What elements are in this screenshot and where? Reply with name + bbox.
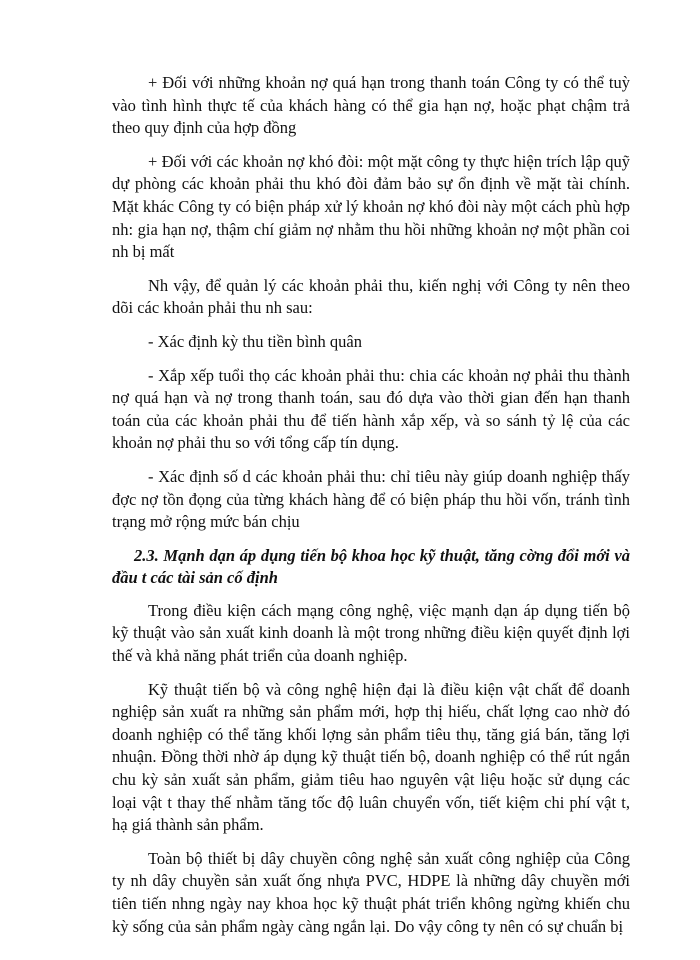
paragraph-bad-debts: + Đối với các khoản nợ khó đòi: một mặt công ty thực hiện trích lập quỹ dự phòng các khoản phải thu khó đòi đảm bảo sự ổn định về mặt tài chính. Mặt khác Công ty có biện pháp xử lý khoản nợ khó đòi này một cách phù hợp nh: gia hạn nợ, thậm chí giảm nợ nhằm thu hồi những khoản nợ một phần coi nh bị mất — [112, 151, 630, 262]
document-body — [112, 72, 630, 949]
paragraph-technology-benefits: Kỹ thuật tiến bộ và công nghệ hiện đại là điều kiện vật chất để doanh nghiệp sản xuất ra những sản phẩm mới, hợp thị hiếu, chất lợng cao nhờ đó doanh nghiệp có thể tăng khối lợng sản phẩm tiêu thụ, tăng giá bán, tăng lợi nhuận. Đồng thời nhờ áp dụng kỹ thuật tiến bộ, doanh nghiệp có thể rút ngắn chu kỳ sản xuất sản phẩm, giảm tiêu hao nguyên vật liệu hoặc sử dụng các loại vật t thay thế nhằm tăng tốc độ luân chuyển vốn, tiết kiệm chi phí vật t, hạ giá thành sản phẩm. — [112, 679, 630, 835]
section-heading: 2.3. Mạnh dạn áp dụng tiến bộ khoa học kỹ thuật, tăng cờng đổi mới và đầu t các tài sản cố định — [112, 545, 630, 588]
paragraph-receivables-recommendation: Nh vậy, để quản lý các khoản phải thu, kiến nghị với Công ty nên theo dõi các khoản phải thu nh sau: — [112, 275, 630, 318]
list-item-collection-period: - Xác định kỳ thu tiền bình quân — [148, 331, 363, 351]
list-item-aging-schedule: - Xắp xếp tuổi thọ các khoản phải thu: chia các khoản nợ phải thu thành nợ quá hạn và nợ trong thanh toán, sau đó dựa vào thời gian đến hạn thanh toán của các khoản phải thu để tiến hành xắp xếp, và so sánh tỷ lệ của các khoản nợ phải thu so với tổng cấp tín dụng. — [112, 365, 630, 453]
paragraph-overdue-debts: + Đối với những khoản nợ quá hạn trong thanh toán Công ty có thể tuỳ vào tình hình thực tế của khách hàng có thể gia hạn nợ, hoặc phạt chậm trả theo quy định của hợp đồng — [112, 73, 630, 138]
list-item-receivable-balance: - Xác định số d các khoản phải thu: chỉ tiêu này giúp doanh nghiệp thấy đợc nợ tồn đọng của từng khách hàng để có biện pháp thu hồi vốn, tránh tình trạng mở rộng mức bán chịu — [112, 466, 630, 532]
paragraph-technology-intro: Trong điều kiện cách mạng công nghệ, việc mạnh dạn áp dụng tiến bộ kỹ thuật vào sản xuất kinh doanh là một trong những điều kiện quyết định lợi thế và khả năng phát triển của doanh nghiệp. — [112, 600, 630, 666]
paragraph-production-lines: Toàn bộ thiết bị dây chuyền công nghệ sản xuất công nghiệp của Công ty nh dây chuyền sản xuất ống nhựa PVC, HDPE là những dây chuyền mới tiên tiến nhng ngày nay khoa học kỹ thuật phát triển không ngừng khiến chu kỳ sống của sản phẩm ngày càng ngắn lại. Do vậy công ty nên có sự chuẩn bị — [112, 848, 630, 936]
